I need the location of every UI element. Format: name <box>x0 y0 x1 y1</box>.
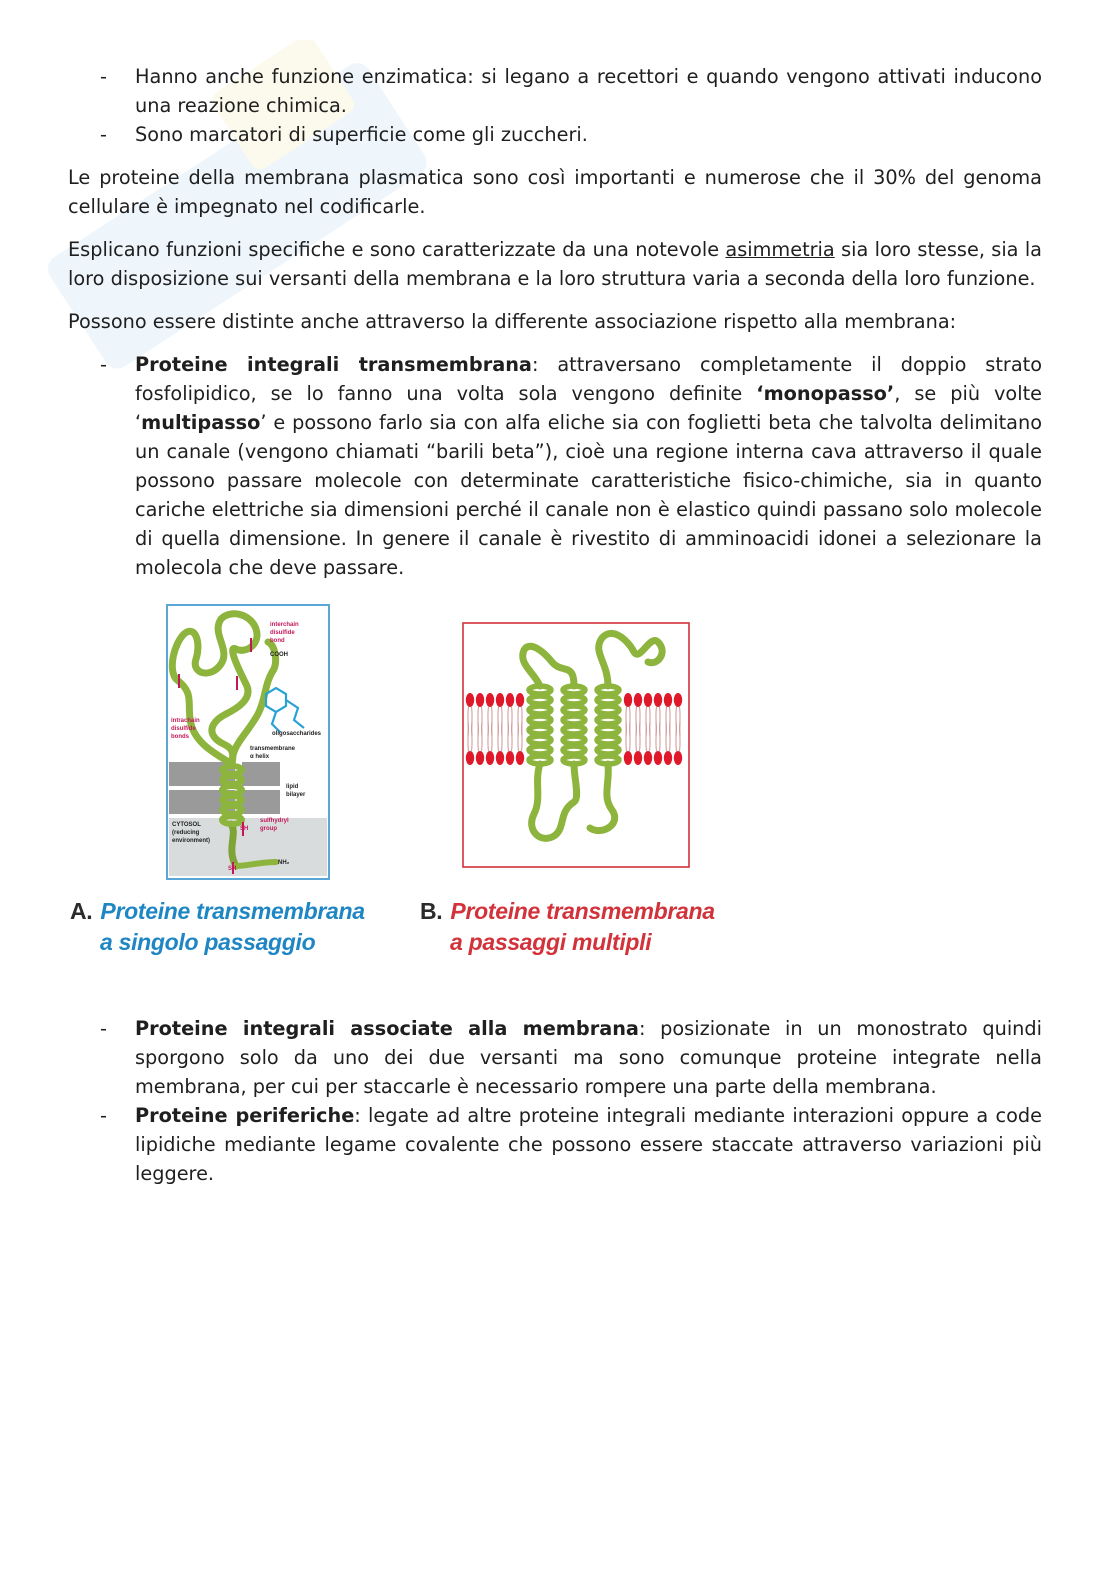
list-item: - Proteine integrali transmembrana: attraversano completamente il doppio strato fosfolipidico, se lo fanno una volta sola vengono definite ‘monopasso’, se più volte ‘multipasso’ e possono farlo sia con alfa eliche sia con foglietti beta che talvolta delimitano un canale (vengono chiamati “barili beta”), cioè una regione interna cava attraverso il quale possono passare molecole con determinate caratteristiche fisico-chimiche, sia in quanto cariche elettriche sia dimensioni perché il canale non è elastico quindi passano solo molecole di quella dimensione. In genere il canale è rivestito di amminoacidi idonei a selezionare la molecola che deve passare. <box>100 353 1042 579</box>
fig-a-label-reducing: (reducing <box>172 830 200 836</box>
underlined-term: asimmetria <box>725 238 835 261</box>
top-bullet-list <box>68 62 1042 149</box>
fig-a-label-transmembrane: transmembrane <box>250 746 296 752</box>
paragraph-genome: Le proteine della membrana plasmatica sono così importanti e numerose che il 30% del genoma cellulare è impegnato nel codificarle. <box>68 166 1042 218</box>
fig-a-label-environment: environment) <box>172 838 211 844</box>
other-protein-list <box>68 1014 1042 1188</box>
fig-a-label-oligosaccharides: oligosaccharides <box>272 731 322 737</box>
fig-a-label-interchain: interchain <box>270 622 299 628</box>
caption-figure-a: A. Proteine transmembrana a singolo passaggio <box>70 898 365 955</box>
list-item: - Proteine periferiche: legate ad altre proteine integrali mediante interazioni oppure a code lipidiche mediante legame covalente che possono essere staccate attraverso variazioni più leggere. <box>100 1104 1042 1185</box>
figures-row <box>68 604 1042 996</box>
fig-a-label-cytosol: CYTOSOL <box>172 822 201 828</box>
fig-a-label-alpha-helix: α helix <box>250 754 270 760</box>
document-page <box>68 62 1042 1202</box>
fig-a-label-disulfide-bonds: disulfide <box>171 726 196 732</box>
figure-multi-pass-protein <box>462 622 690 868</box>
fig-a-label-bilayer: bilayer <box>286 792 306 798</box>
fig-a-label-bond: bond <box>270 638 285 644</box>
integral-protein-list <box>68 350 1042 582</box>
paragraph-asymmetry: Esplicano funzioni specifiche e sono caratterizzate da una notevole asimmetria sia loro stesse, sia la loro disposizione sui versanti della membrana e la loro struttura varia a seconda della loro funzione. <box>68 238 1043 290</box>
list-item: - Proteine integrali associate alla membrana: posizionate in un monostrato quindi sporgono solo da uno dei due versanti ma sono comunque proteine integrate nella membrana, per cui per staccarle è necessario rompere una parte della membrana. <box>100 1017 1042 1098</box>
list-item: - Hanno anche funzione enzimatica: si legano a recettori e quando vengono attivati inducono una reazione chimica. <box>100 65 1042 117</box>
list-item: - Sono marcatori di superficie come gli zuccheri. <box>100 123 588 146</box>
paragraph-association: Possono essere distinte anche attraverso la differente associazione rispetto alla membrana: <box>68 310 957 333</box>
figure-single-pass-protein <box>166 604 330 880</box>
fig-a-label-lipid: lipid <box>286 784 299 790</box>
fig-a-label-group: group <box>260 826 277 832</box>
fig-a-label-sh-1: SH <box>240 826 249 832</box>
fig-a-label-intrachain: intrachain <box>171 718 200 724</box>
caption-figure-b: B. Proteine transmembrana a passaggi multipli <box>420 898 715 955</box>
fig-a-label-bonds: bonds <box>171 734 189 740</box>
fig-a-label-sh-2: SH <box>228 866 237 872</box>
fig-a-label-sulfhydryl: sulfhydryl <box>260 818 289 824</box>
fig-a-label-nh2: NH₂ <box>278 860 290 866</box>
fig-a-label-disulfide: disulfide <box>270 630 295 636</box>
fig-a-label-cooh: COOH <box>270 652 288 658</box>
